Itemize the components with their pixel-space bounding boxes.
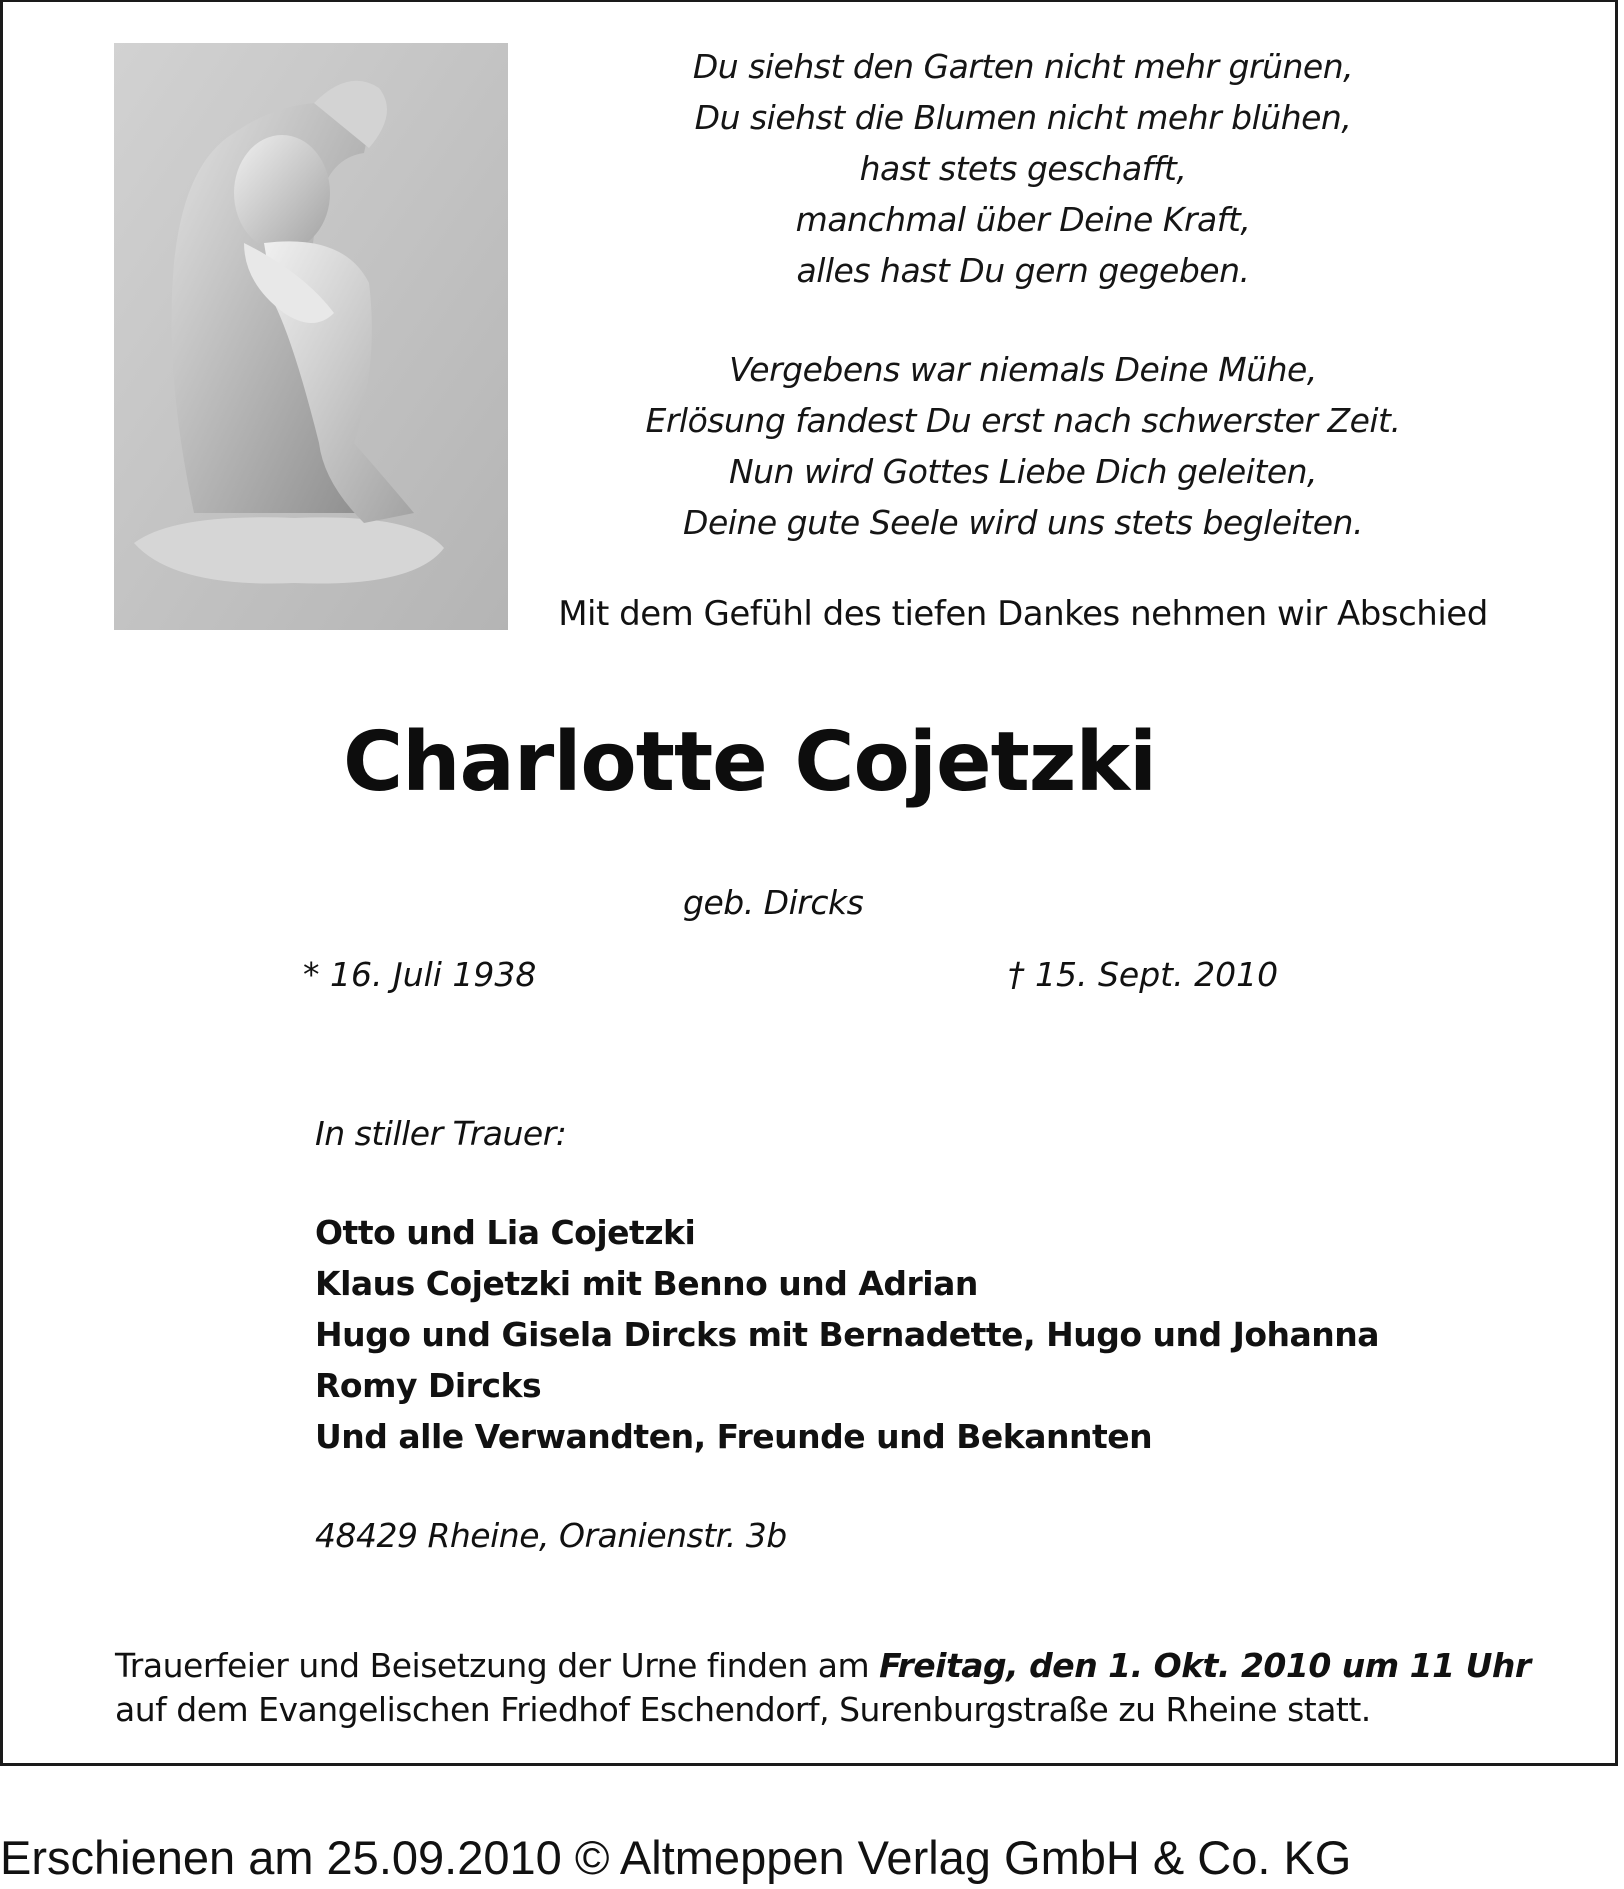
service-line-1: [115, 1644, 1531, 1688]
family-member: Romy Dircks: [315, 1366, 542, 1405]
service-info: [115, 1644, 1531, 1732]
poem-stanza-2: [523, 344, 1523, 548]
service-line-1-prefix: Trauerfeier und Beisetzung der Urne finden am: [115, 1646, 880, 1685]
poem-line: Deine gute Seele wird uns stets begleiten.: [683, 503, 1363, 542]
poem-stanza-1: [523, 41, 1523, 296]
deceased-name: Charlotte Cojetzki: [343, 715, 1157, 810]
family-member: Hugo und Gisela Dircks mit Bernadette, Hugo und Johanna: [315, 1315, 1380, 1354]
poem-line: Vergebens war niemals Deine Mühe,: [729, 350, 1317, 389]
birth-name: geb. Dircks: [683, 883, 864, 922]
family-member: Klaus Cojetzki mit Benno und Adrian: [315, 1264, 978, 1303]
publication-footer: Erschienen am 25.09.2010 © Altmeppen Verlag GmbH & Co. KG: [0, 1831, 1352, 1884]
death-date: † 15. Sept. 2010: [1008, 955, 1279, 994]
poem-line: alles hast Du gern gegeben.: [796, 251, 1250, 290]
poem-line: Erlösung fandest Du erst nach schwerster Zeit.: [645, 401, 1401, 440]
poem-line: Du siehst die Blumen nicht mehr blühen,: [694, 98, 1352, 137]
family-member: Otto und Lia Cojetzki: [315, 1213, 696, 1252]
poem-line: hast stets geschafft,: [859, 149, 1187, 188]
service-line-2: auf dem Evangelischen Friedhof Eschendorf, Surenburgstraße zu Rheine statt.: [115, 1690, 1371, 1729]
mourning-label: In stiller Trauer:: [315, 1114, 567, 1153]
service-date: Freitag, den 1. Okt. 2010 um 11 Uhr: [879, 1646, 1531, 1685]
poem-line: manchmal über Deine Kraft,: [795, 200, 1251, 239]
address: 48429 Rheine, Oranienstr. 3b: [315, 1516, 787, 1555]
poem-line: Nun wird Gottes Liebe Dich geleiten,: [728, 452, 1318, 491]
family-member: Und alle Verwandten, Freunde und Bekannten: [315, 1417, 1153, 1456]
family-list: [315, 1207, 1379, 1462]
farewell-text: Mit dem Gefühl des tiefen Dankes nehmen wir Abschied: [558, 594, 1488, 634]
birth-date: * 16. Juli 1938: [303, 955, 537, 994]
poem-line: Du siehst den Garten nicht mehr grünen,: [692, 47, 1354, 86]
sculpture-photo: [114, 43, 508, 630]
